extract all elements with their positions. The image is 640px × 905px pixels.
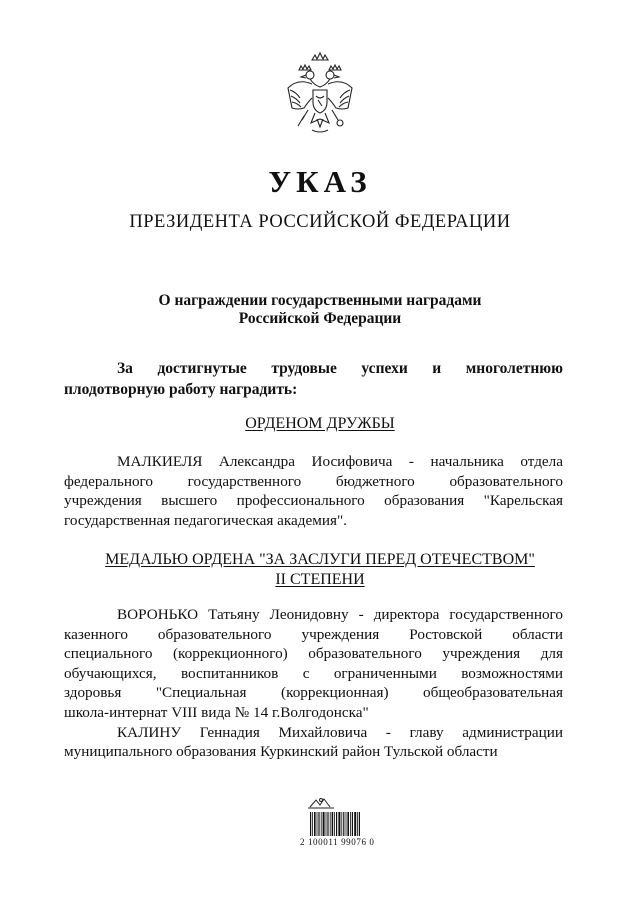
intro-line: плодотворную работу наградить: — [64, 381, 298, 398]
decree-subtitle: ПРЕЗИДЕНТА РОССИЙСКОЙ ФЕДЕРАЦИИ — [129, 212, 511, 232]
recipient-line: обучающихся, воспитанников с ограниченными возможностями — [64, 664, 563, 682]
recipient-line: государственная педагогическая академия". — [64, 511, 347, 529]
recipient-line: школа-интернат VIII вида № 14 г.Волгодонска" — [64, 703, 369, 721]
registration-mark-icon — [306, 796, 336, 810]
recipient-line: федерального государственного бюджетного образовательного — [64, 472, 563, 490]
decree-title: УКАЗ — [268, 164, 372, 199]
intro-line: За достигнутые трудовые успехи и многолетнюю — [117, 360, 563, 377]
recipient-line: МАЛКИЕЛЯ Александра Иосифовича - начальника отдела — [117, 453, 563, 470]
recipient-line: казенного образовательного учреждения Ростовской области — [64, 625, 563, 643]
decree-heading-line: Российской Федерации — [238, 310, 402, 327]
recipient-paragraph — [64, 605, 563, 762]
recipient-line: КАЛИНУ Геннадия Михайловича - главу администрации — [117, 723, 563, 741]
russian-coat-of-arms-icon — [282, 50, 358, 138]
decree-heading-line: О награждении государственными наградами — [158, 292, 482, 309]
recipient-paragraph — [64, 452, 563, 530]
barcode-icon — [310, 812, 360, 836]
award-title-line: II СТЕПЕНИ — [275, 571, 365, 588]
recipient-line: муниципального образования Куркинский район Тульской области — [64, 743, 498, 761]
award-title-line: МЕДАЛЬЮ ОРДЕНА "ЗА ЗАСЛУГИ ПЕРЕД ОТЕЧЕСТВОМ" — [105, 551, 535, 568]
recipient-line: специального (коррекционного) образовательного учреждения для — [64, 645, 563, 663]
intro-paragraph — [64, 358, 563, 400]
recipient-line: ВОРОНЬКО Татьяну Леонидовну - директора государственного — [117, 606, 563, 623]
award-title-line: ОРДЕНОМ ДРУЖБЫ — [245, 415, 395, 432]
recipient-line: здоровья "Специальная (коррекционная) общеобразовательная — [64, 684, 563, 702]
award-title-order-of-friendship — [0, 414, 640, 434]
recipient-line: учреждения высшего профессионального образования "Карельская — [64, 492, 563, 510]
barcode-number: 2 100011 99076 0 — [300, 837, 375, 847]
award-title-medal-fatherland — [0, 550, 640, 590]
decree-heading — [0, 292, 640, 328]
